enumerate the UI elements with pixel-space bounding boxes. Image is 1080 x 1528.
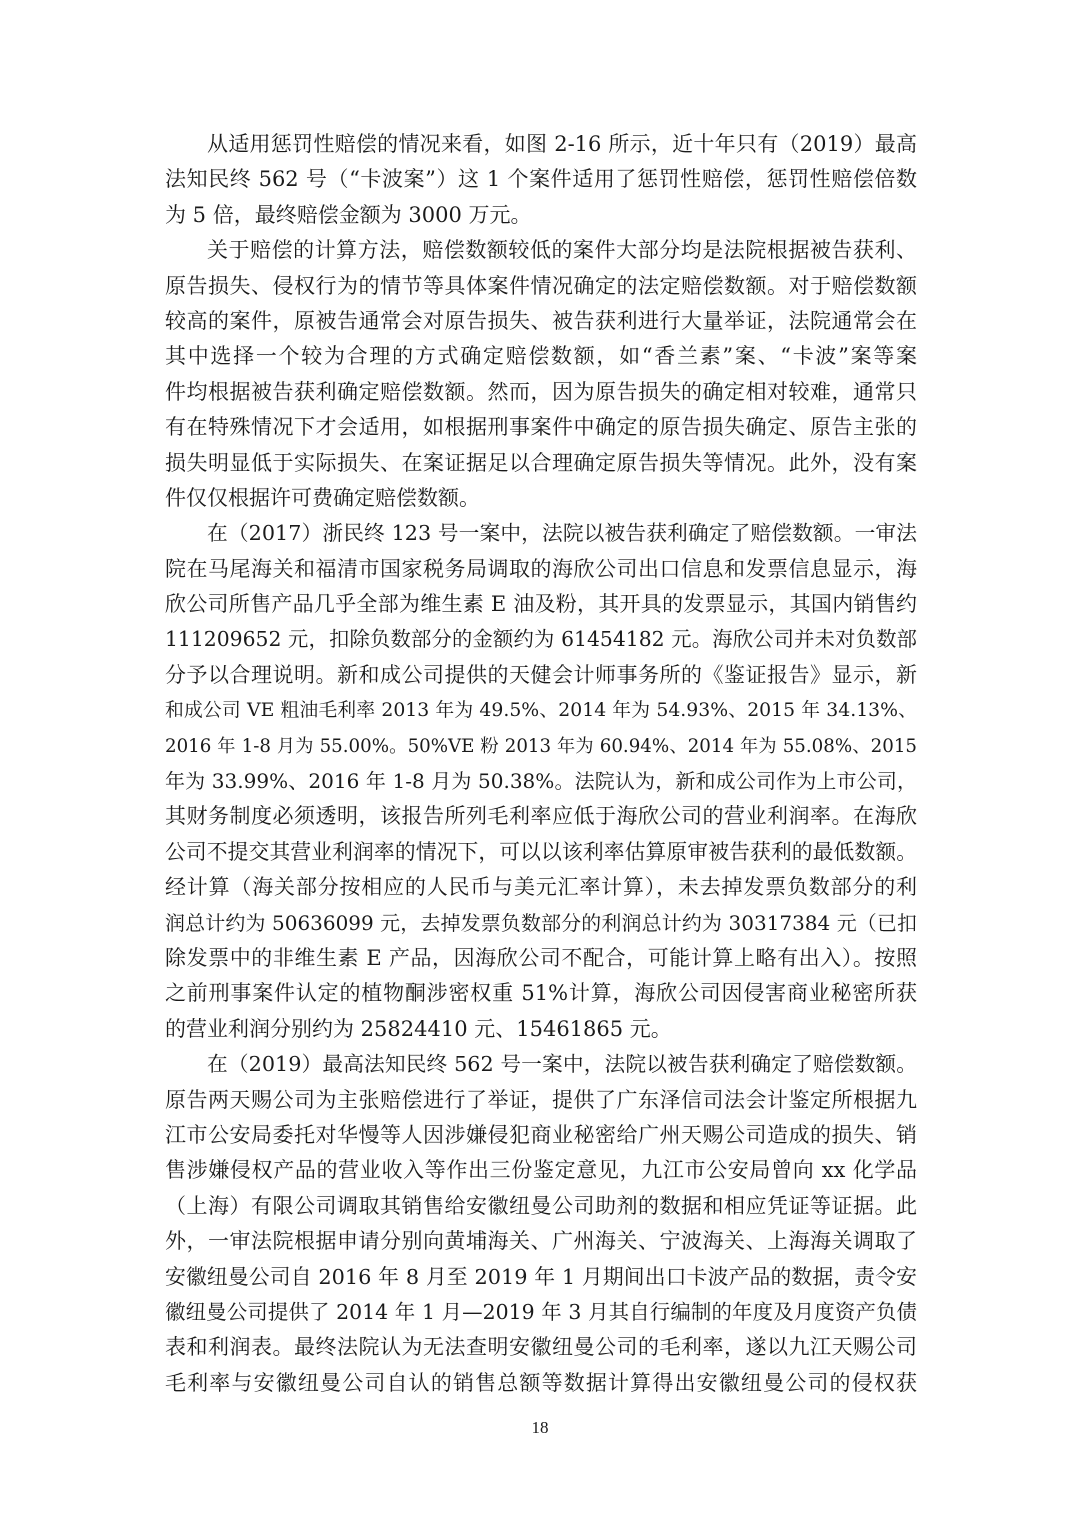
text-line: 111209652 元，扣除负数部分的金额约为 61454182 元。海欣公司并未对负数部: [165, 627, 917, 652]
text-line: （上海）有限公司调取其销售给安徽纽曼公司助剂的数据和相应凭证等证据。此: [165, 1193, 917, 1218]
text-line: 江市公安局委托对华慢等人因涉嫌侵犯商业秘密给广州天赐公司造成的损失、销: [165, 1122, 917, 1147]
text-line: 分予以合理说明。新和成公司提供的天健会计师事务所的《鉴证报告》显示，新: [165, 662, 917, 687]
text-line: 徽纽曼公司提供了 2014 年 1 月—2019 年 3 月其自行编制的年度及月度资产负债: [165, 1299, 917, 1324]
text-line: 法知民终 562 号（“卡波案”）这 1 个案件适用了惩罚性赔偿，惩罚性赔偿倍数: [165, 167, 917, 192]
text-line: 毛利率与安徽纽曼公司自认的销售总额等数据计算得出安徽纽曼公司的侵权获: [165, 1370, 917, 1395]
text-line: 有在特殊情况下才会适用，如根据刑事案件中确定的原告损失确定、原告主张的: [165, 415, 917, 440]
text-line: 件均根据被告获利确定赔偿数额。然而，因为原告损失的确定相对较难，通常只: [165, 379, 917, 404]
text-line: 为 5 倍，最终赔偿金额为 3000 万元。: [165, 202, 532, 227]
text-line: 2016 年 1-8 月为 55.00%。50%VE 粉 2013 年为 60.94%、2014 年为 55.08%、2015: [165, 735, 917, 757]
text-line: 在（2017）浙民终 123 号一案中，法院以被告获利确定了赔偿数额。一审法: [207, 521, 917, 546]
text-line: 原告损失、侵权行为的情节等具体案件情况确定的法定赔偿数额。对于赔偿数额: [165, 273, 917, 298]
body-text: [165, 127, 917, 1401]
text-line: 院在马尾海关和福清市国家税务局调取的海欣公司出口信息和发票信息显示，海: [165, 556, 917, 581]
text-line: 件仅仅根据许可费确定赔偿数额。: [165, 485, 480, 510]
text-line: 售涉嫌侵权产品的营业收入等作出三份鉴定意见，九江市公安局曾向 xx 化学品: [165, 1158, 917, 1183]
text-line: 外，一审法院根据申请分别向黄埔海关、广州海关、宁波海关、上海海关调取了: [165, 1229, 917, 1254]
text-line: 损失明显低于实际损失、在案证据足以合理确定原告损失等情况。此外，没有案: [165, 450, 917, 475]
text-line: 在（2019）最高法知民终 562 号一案中，法院以被告获利确定了赔偿数额。: [207, 1052, 917, 1077]
page-number: 18: [531, 1418, 549, 1437]
text-line: 除发票中的非维生素 E 产品，因海欣公司不配合，可能计算上略有出入）。按照: [165, 945, 917, 970]
text-line: 原告两天赐公司为主张赔偿进行了举证，提供了广东泽信司法会计鉴定所根据九: [165, 1087, 917, 1112]
text-line: 欣公司所售产品几乎全部为维生素 E 油及粉，其开具的发票显示，其国内销售约: [165, 592, 917, 617]
text-line: 其财务制度必须透明，该报告所列毛利率应低于海欣公司的营业利润率。在海欣: [165, 804, 917, 829]
text-line: 润总计约为 50636099 元，去掉发票负数部分的利润总计约为 30317384 元（已扣: [165, 910, 917, 935]
text-line: 较高的案件，原被告通常会对原告损失、被告获利进行大量举证，法院通常会在: [165, 308, 917, 333]
text-line: 从适用惩罚性赔偿的情况来看，如图 2-16 所示，近十年只有（2019）最高: [207, 132, 917, 156]
text-line: 表和利润表。最终法院认为无法查明安徽纽曼公司的毛利率，遂以九江天赐公司: [165, 1335, 917, 1360]
text-line: 其中选择一个较为合理的方式确定赔偿数额，如“香兰素”案、“卡波”案等案: [165, 344, 917, 369]
text-line: 公司不提交其营业利润率的情况下，可以以该利率估算原审被告获利的最低数额。: [165, 839, 917, 864]
text-line: 关于赔偿的计算方法，赔偿数额较低的案件大部分均是法院根据被告获利、: [207, 238, 917, 263]
text-line: 的营业利润分别约为 25824410 元、15461865 元。: [165, 1016, 672, 1041]
text-line: 安徽纽曼公司自 2016 年 8 月至 2019 年 1 月期间出口卡波产品的数据，责令安: [165, 1264, 917, 1289]
text-line: 经计算（海关部分按相应的人民币与美元汇率计算），未去掉发票负数部分的利: [165, 875, 917, 900]
text-line: 和成公司 VE 粗油毛利率 2013 年为 49.5%、2014 年为 54.93%、2015 年 34.13%、: [165, 700, 917, 722]
text-line: 之前刑事案件认定的植物酮涉密权重 51%计算，海欣公司因侵害商业秘密所获: [165, 981, 917, 1006]
text-line: 年为 33.99%、2016 年 1-8 月为 50.38%。法院认为，新和成公司作为上市公司，: [165, 769, 917, 794]
